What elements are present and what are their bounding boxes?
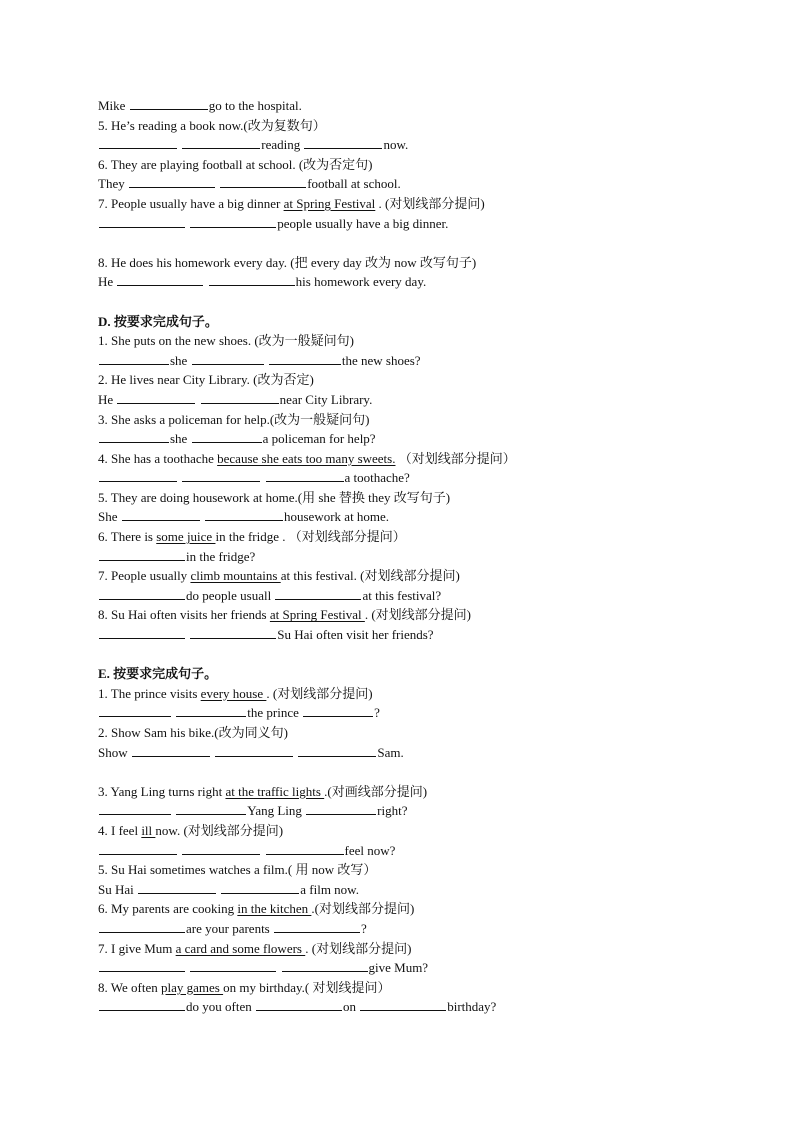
question-text: 6. My parents are cooking (98, 901, 238, 917)
question-text: 1. She puts on the new shoes. (改为一般疑问句) (98, 333, 355, 349)
answer-blank[interactable] (256, 997, 342, 1011)
d-question-4 (98, 449, 718, 469)
answer-blank[interactable] (138, 880, 216, 894)
instruction: at this festival. (对划线部分提问) (280, 568, 460, 584)
text: housework at home. (284, 509, 390, 525)
answer-blank[interactable] (130, 96, 208, 110)
question-text: 2. He lives near City Library. (改为否定) (98, 372, 314, 388)
answer-blank[interactable] (215, 743, 293, 757)
question-text: 6. There is (98, 529, 157, 545)
answer-blank[interactable] (99, 135, 177, 149)
answer-blank[interactable] (303, 703, 373, 717)
answer-blank[interactable] (99, 997, 185, 1011)
answer-blank[interactable] (269, 351, 341, 365)
text: Su Hai often visit her friends? (277, 627, 434, 643)
question-text: 3. She asks a policeman for help.(改为一般疑问句) (98, 411, 370, 427)
d-answer-6 (98, 547, 718, 567)
underlined-phrase: some juice (156, 529, 216, 545)
d-question-5 (98, 488, 718, 508)
e-question-1 (98, 684, 718, 704)
e-question-3 (98, 782, 718, 802)
answer-blank[interactable] (99, 841, 177, 855)
answer-blank[interactable] (192, 351, 264, 365)
answer-blank[interactable] (117, 390, 195, 404)
instruction: . (对划线部分提问) (375, 195, 485, 211)
question-text: 1. The prince visits (98, 685, 201, 701)
question-text: 4. I feel (98, 822, 142, 838)
instruction: on my birthday.( 对划线提问） (223, 979, 391, 995)
instruction: .(对画线部分提问) (324, 783, 428, 799)
spacer (98, 233, 718, 253)
d-answer-2 (98, 390, 718, 410)
d-question-3 (98, 410, 718, 430)
question-text: 8. Su Hai often visits her friends (98, 607, 270, 623)
question-text: 3. Yang Ling turns right (98, 783, 226, 799)
answer-blank[interactable] (306, 801, 376, 815)
answer-blank[interactable] (182, 468, 260, 482)
question-text: 5. He’s reading a book now.(改为复数句） (98, 117, 326, 133)
answer-blank[interactable] (176, 801, 246, 815)
e-answer-5 (98, 880, 718, 900)
underlined-phrase: ill (141, 822, 156, 838)
d-answer-5 (98, 507, 718, 527)
text: the new shoes? (341, 352, 421, 368)
text: a policeman for help? (262, 431, 376, 447)
instruction: .(对划线部分提问) (311, 901, 415, 917)
d-answer-7 (98, 586, 718, 606)
answer-blank[interactable] (99, 703, 171, 717)
answer-blank[interactable] (192, 429, 262, 443)
question-text: 8. We often (98, 979, 161, 995)
answer-blank[interactable] (209, 272, 295, 286)
text: are your parents (186, 920, 270, 936)
instruction: in the fridge . （对划线部分提问） (215, 529, 406, 545)
spacer (98, 645, 718, 665)
underlined-phrase: because she eats too many sweets. (217, 450, 396, 466)
e-answer-4 (98, 841, 718, 861)
text: birthday? (447, 999, 497, 1015)
question-text: 8. He does his homework every day. (把 every day 改为 now 改写句子) (98, 254, 477, 270)
instruction: . (对划线部分提问) (364, 607, 472, 623)
e-answer-8 (98, 997, 718, 1017)
instruction: . (对划线部分提问) (266, 685, 373, 701)
c-answer-8 (98, 272, 718, 292)
worksheet-page (98, 96, 718, 1017)
answer-blank[interactable] (129, 174, 215, 188)
text: right? (377, 803, 408, 819)
answer-blank[interactable] (266, 841, 344, 855)
text: She (98, 509, 118, 525)
answer-blank[interactable] (266, 468, 344, 482)
answer-blank[interactable] (99, 586, 185, 600)
text: reading (261, 137, 301, 153)
answer-blank[interactable] (274, 919, 360, 933)
text: a toothache? (344, 470, 410, 486)
text: give Mum? (368, 960, 429, 976)
underlined-phrase: a card and some flowers (175, 940, 306, 956)
answer-blank[interactable] (117, 272, 203, 286)
e-answer-7 (98, 958, 718, 978)
underlined-phrase: climb mountains (190, 568, 281, 584)
answer-blank[interactable] (304, 135, 382, 149)
text: ? (374, 705, 380, 721)
answer-blank[interactable] (221, 880, 299, 894)
question-text: 6. They are playing football at school. (改为否定句) (98, 156, 373, 172)
c-answer-7 (98, 214, 718, 234)
text: feel now? (344, 842, 396, 858)
answer-blank[interactable] (182, 135, 260, 149)
text: at this festival? (362, 587, 442, 603)
question-text: 4. She has a toothache (98, 450, 218, 466)
text: Yang Ling (247, 803, 302, 819)
text: do you often (186, 999, 252, 1015)
text: He (98, 274, 114, 290)
c-answer-5 (98, 135, 718, 155)
text: Show (98, 744, 128, 760)
spacer (98, 762, 718, 782)
section-d-heading: D. 按要求完成句子。 (98, 313, 218, 329)
spacer (98, 292, 718, 312)
question-text: 2. Show Sam his bike.(改为同义句) (98, 725, 288, 740)
answer-blank[interactable] (99, 958, 185, 972)
text: They (98, 176, 125, 192)
answer-blank[interactable] (201, 390, 279, 404)
text: Mike (98, 98, 126, 113)
d-question-6 (98, 527, 718, 547)
e-question-7 (98, 939, 718, 959)
d-answer-4 (98, 468, 718, 488)
text: people usually have a big dinner. (277, 215, 449, 231)
answer-blank[interactable] (275, 586, 361, 600)
d-question-1 (98, 331, 718, 351)
d-question-2 (98, 370, 718, 390)
section-e-heading: E. 按要求完成句子。 (98, 666, 218, 682)
text: in the fridge? (186, 548, 256, 564)
e-question-5 (98, 860, 718, 880)
answer-blank[interactable] (176, 703, 246, 717)
e-answer-2 (98, 743, 718, 763)
text: she (170, 431, 188, 447)
text: football at school. (307, 176, 401, 192)
answer-blank[interactable] (99, 919, 185, 933)
answer-blank[interactable] (99, 214, 185, 228)
c-question-6 (98, 155, 718, 175)
underlined-phrase: play games (160, 979, 224, 995)
text: near City Library. (279, 391, 373, 407)
text: Sam. (377, 744, 404, 760)
answer-blank[interactable] (132, 743, 210, 757)
answer-blank[interactable] (282, 958, 368, 972)
d-question-7 (98, 566, 718, 586)
answer-blank[interactable] (99, 801, 171, 815)
answer-blank[interactable] (360, 997, 446, 1011)
c-line-mike (98, 96, 718, 116)
answer-blank[interactable] (298, 743, 376, 757)
question-text: 7. People usually (98, 568, 191, 584)
underlined-phrase: in the kitchen (237, 901, 312, 917)
answer-blank[interactable] (190, 625, 276, 639)
answer-blank[interactable] (99, 625, 185, 639)
answer-blank[interactable] (182, 841, 260, 855)
instruction: now. (对划线部分提问) (155, 822, 284, 838)
c-question-8 (98, 253, 718, 273)
d-answer-1 (98, 351, 718, 371)
answer-blank[interactable] (99, 429, 169, 443)
e-answer-6 (98, 919, 718, 939)
text: the prince (247, 705, 299, 721)
text: go to the hospital. (208, 98, 302, 113)
text: Su Hai (98, 881, 134, 897)
c-question-5 (98, 116, 718, 136)
instruction: （对划线部分提问） (395, 450, 516, 466)
d-answer-8 (98, 625, 718, 645)
e-question-2 (98, 723, 718, 743)
e-answer-1 (98, 703, 718, 723)
underlined-phrase: every house (200, 685, 267, 701)
question-text: 5. Su Hai sometimes watches a film.( 用 now 改写） (98, 862, 377, 878)
d-answer-3 (98, 429, 718, 449)
text: she (170, 352, 188, 368)
d-question-8 (98, 605, 718, 625)
instruction: . (对划线部分提问) (305, 940, 412, 956)
underlined-phrase: at Spring Festival (283, 195, 376, 211)
text: ? (361, 920, 367, 936)
answer-blank[interactable] (205, 507, 283, 521)
answer-blank[interactable] (99, 351, 169, 365)
text: now. (383, 137, 409, 153)
text: his homework every day. (295, 274, 427, 290)
text: He (98, 391, 114, 407)
e-question-6 (98, 899, 718, 919)
answer-blank[interactable] (190, 214, 276, 228)
e-question-4 (98, 821, 718, 841)
answer-blank[interactable] (99, 468, 177, 482)
question-text: 7. I give Mum (98, 940, 176, 956)
underlined-phrase: at the traffic lights (225, 783, 325, 799)
text: on (342, 999, 356, 1015)
text: do people usuall (186, 587, 272, 603)
question-text: 7. People usually have a big dinner (98, 195, 284, 211)
answer-blank[interactable] (220, 174, 306, 188)
answer-blank[interactable] (122, 507, 200, 521)
e-question-8 (98, 978, 718, 998)
text: a film now. (300, 881, 359, 897)
answer-blank[interactable] (99, 547, 185, 561)
c-question-7 (98, 194, 718, 214)
answer-blank[interactable] (190, 958, 276, 972)
underlined-phrase: at Spring Festival (269, 607, 365, 623)
e-answer-3 (98, 801, 718, 821)
question-text: 5. They are doing housework at home.(用 she 替换 they 改写句子) (98, 489, 451, 505)
c-answer-6 (98, 174, 718, 194)
